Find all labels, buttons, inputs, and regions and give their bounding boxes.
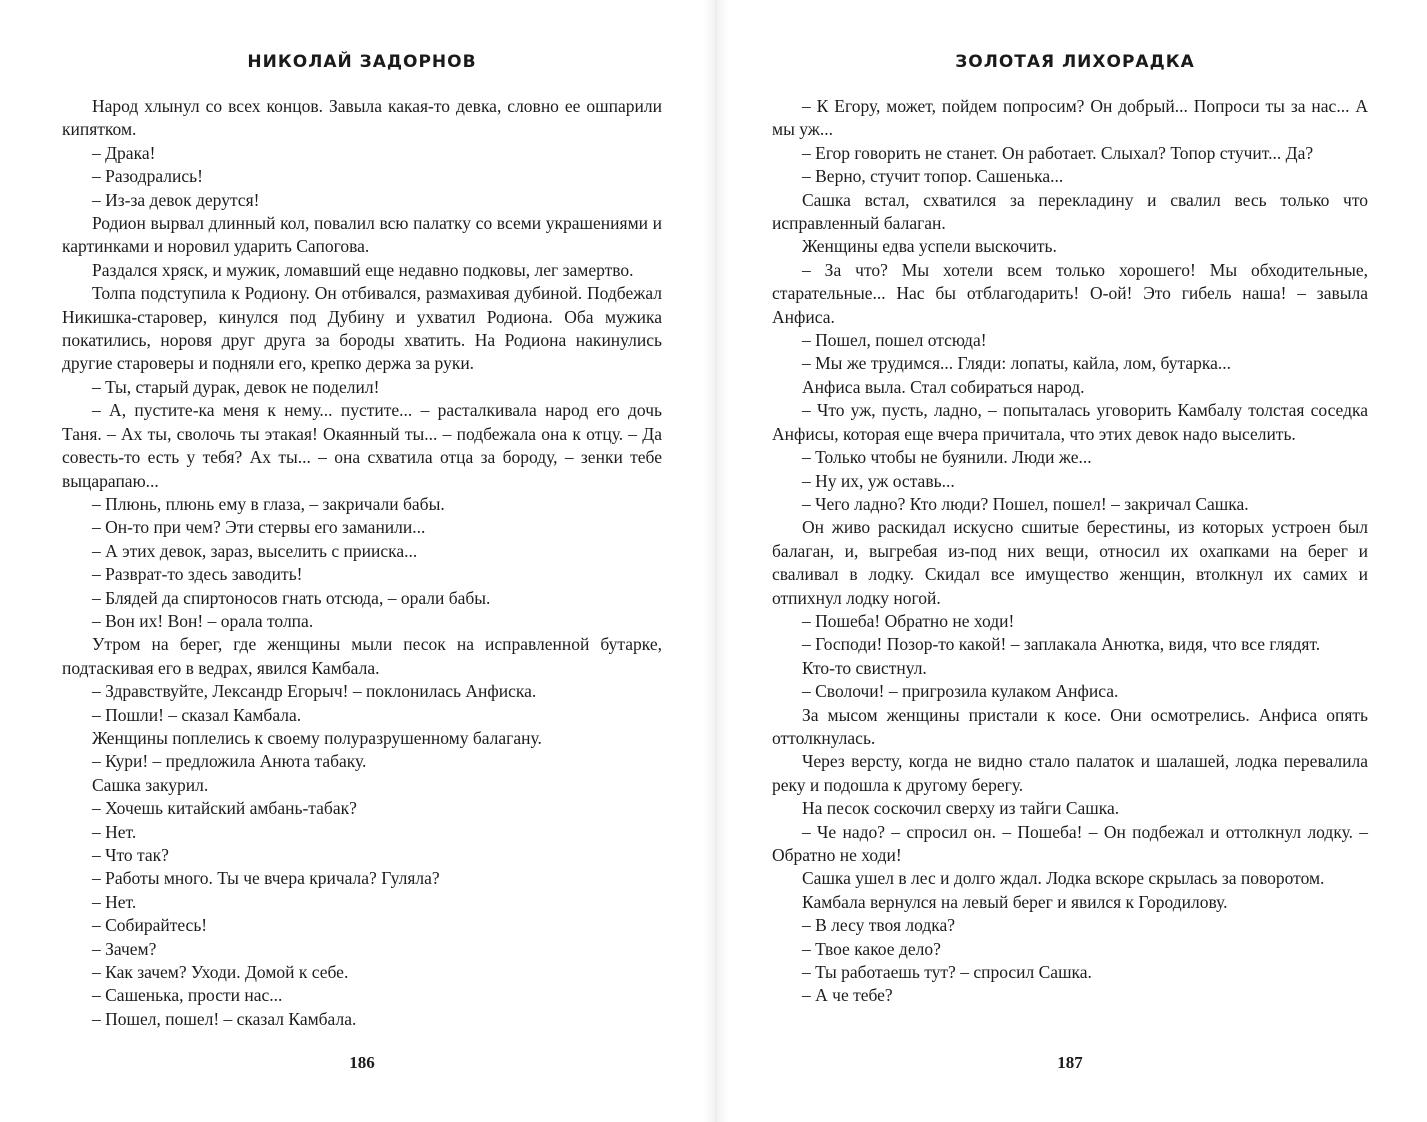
paragraph: За мысом женщины пристали к косе. Они осмотрелись. Анфиса опять оттолкнулась. — [772, 704, 1368, 748]
paragraph: – А, пустите-ка меня к нему... пустите... – расталкивала народ его дочь Таня. – Ах ты, сволочь ты этакая! Окаянный ты... – подбежала она к отцу. – Да совесть-то есть у тебя? Ах ты... – она схватила отца за бороду, – зенки тебе выцарапаю... — [62, 400, 662, 491]
paragraph: Народ хлынул со всех концов. Завыла какая-то девка, словно ее ошпарили кипятком. — [62, 96, 662, 140]
paragraph: – Ты работаешь тут? – спросил Сашка. — [802, 962, 1092, 983]
paragraph: – Драка! — [92, 142, 156, 163]
paragraph: Женщины едва успели выскочить. — [802, 236, 1057, 257]
paragraph: – Мы же трудимся... Гляди: лопаты, кайла, лом, бутарка... — [802, 353, 1232, 374]
paragraph: – А этих девок, зараз, выселить с прииска... — [92, 540, 418, 561]
running-head-author: НИКОЛАЙ ЗАДОРНОВ — [247, 52, 477, 72]
paragraph: Родион вырвал длинный кол, повалил всю палатку со всеми украшениями и картинками и норовил ударить Сапогова. — [62, 213, 662, 257]
paragraph: – В лесу твоя лодка? — [802, 915, 956, 936]
paragraph: Толпа подступила к Родиону. Он отбивался, размахивая дубиной. Подбежал Никишка-старовер, кинулся под Дубину и ухватил Родиона. Оба мужика покатились, норовя друг друга за бороды хватить. На Родиона накинулись другие староверы и подняли его, крепко держа за руки. — [62, 283, 662, 374]
paragraph: Камбала вернулся на левый берег и явился к Городилову. — [802, 891, 1228, 912]
paragraph: – Нет. — [92, 821, 137, 842]
paragraph: – Из-за девок дерутся! — [92, 189, 260, 210]
paragraph: – Собирайтесь! — [92, 915, 208, 936]
paragraph: – Блядей да спиртоносов гнать отсюда, – орали бабы. — [92, 587, 491, 608]
paragraph: – Верно, стучит топор. Сашенька... — [802, 166, 1064, 187]
paragraph: – Работы много. Ты че вчера кричала? Гуляла? — [92, 868, 440, 889]
paragraph: – Сашенька, прости нас... — [92, 985, 283, 1006]
paragraph: – Здравствуйте, Лександр Егорыч! – поклонилась Анфиска. — [92, 681, 537, 702]
paragraph: Анфиса выла. Стал собираться народ. — [802, 376, 1085, 397]
paragraph: – Кури! – предложила Анюта табаку. — [92, 751, 367, 772]
paragraph: – Что так? — [92, 845, 169, 865]
paragraph: Сашка ушел в лес и долго ждал. Лодка вскоре скрылась за поворотом. — [802, 868, 1325, 889]
page-number: 187 — [1057, 1053, 1083, 1072]
paragraph: – Господи! Позор-то какой! – заплакала Анютка, видя, что все глядят. — [802, 634, 1321, 655]
paragraph: – Че надо? – спросил он. – Пошеба! – Он подбежал и оттолкнул лодку. – Обратно не ходи! — [772, 821, 1368, 865]
paragraph: – Твое какое дело? — [802, 938, 941, 959]
running-head-title: ЗОЛОТАЯ ЛИХОРАДКА — [955, 52, 1195, 72]
paragraph: – Разодрались! — [92, 166, 203, 187]
right-page-text — [772, 95, 1368, 1008]
paragraph: Раздался хряск, и мужик, ломавший еще недавно подковы, лег замертво. — [92, 259, 634, 280]
paragraph: – Егор говорить не станет. Он работает. Слыхал? Топор стучит... Да? — [802, 142, 1314, 163]
paragraph: – Только чтобы не буянили. Люди же... — [802, 447, 1092, 468]
paragraph: – А че тебе? — [802, 985, 893, 1006]
paragraph: – Пошел, пошел отсюда! — [802, 330, 987, 351]
left-page — [62, 0, 662, 1122]
paragraph: – Ты, старый дурак, девок не поделил! — [92, 376, 380, 397]
paragraph: – Разврат-то здесь заводить! — [92, 564, 303, 585]
paragraph: – Как зачем? Уходи. Домой к себе. — [92, 962, 349, 983]
paragraph: Утром на берег, где женщины мыли песок на исправленной бутарке, подтаскивая его в ведрах, явился Камбала. — [62, 634, 662, 678]
paragraph: Через версту, когда не видно стало палаток и шалашей, лодка перевалила реку и подошла к другому берегу. — [772, 751, 1368, 795]
paragraph: – Что уж, пусть, ладно, – попыталась уговорить Камбалу толстая соседка Анфисы, которая еще вчера причитала, что этих девок надо выселить. — [772, 400, 1368, 444]
paragraph: Сашка встал, схватился за перекладину и свалил весь только что исправленный балаган. — [772, 189, 1368, 234]
paragraph: – Вон их! Вон! – орала толпа. — [92, 610, 314, 631]
paragraph: – Пошел, пошел! – сказал Камбала. — [92, 1008, 357, 1029]
left-page-text — [62, 95, 662, 1031]
paragraph: – Ну их, уж оставь... — [802, 470, 955, 491]
paragraph: – К Егору, может, пойдем попросим? Он добрый... Попроси ты за нас... А мы уж... — [772, 96, 1368, 140]
paragraph: – Плюнь, плюнь ему в глаза, – закричали бабы. — [92, 493, 445, 514]
paragraph: Женщины поплелись к своему полуразрушенному балагану. — [92, 727, 542, 748]
book-gutter — [703, 0, 729, 1122]
paragraph: – Чего ладно? Кто люди? Пошел, пошел! – закричал Сашка. — [802, 493, 1249, 514]
paragraph: – За что? Мы хотели всем только хорошего! Мы обходительные, старательные... Нас бы отблагодарить! О-ой! Это гибель наша! – завыла Анфиса. — [772, 259, 1368, 327]
page-number: 186 — [349, 1053, 375, 1072]
paragraph: – Сволочи! – пригрозила кулаком Анфиса. — [802, 681, 1119, 702]
paragraph: Сашка закурил. — [92, 774, 209, 795]
right-page — [772, 0, 1368, 1122]
paragraph: – Пошеба! Обратно не ходи! — [802, 610, 1015, 631]
paragraph: – Нет. — [92, 891, 137, 912]
paragraph: – Хочешь китайский амбань-табак? — [92, 798, 357, 819]
paragraph: Он живо раскидал искусно сшитые берестины, из которых устроен был балаган, и, выгребая из-под них вещи, относил их охапками на берег и сваливал в лодку. Скидал все имущество женщин, втолкнул их самих и отпихнул лодку ногой. — [772, 517, 1368, 608]
paragraph: – Пошли! – сказал Камбала. — [92, 704, 302, 725]
paragraph: Кто-то свистнул. — [802, 657, 927, 678]
paragraph: – Он-то при чем? Эти стервы его заманили... — [92, 517, 426, 538]
paragraph: На песок соскочил сверху из тайги Сашка. — [802, 798, 1120, 819]
paragraph: – Зачем? — [92, 938, 157, 959]
